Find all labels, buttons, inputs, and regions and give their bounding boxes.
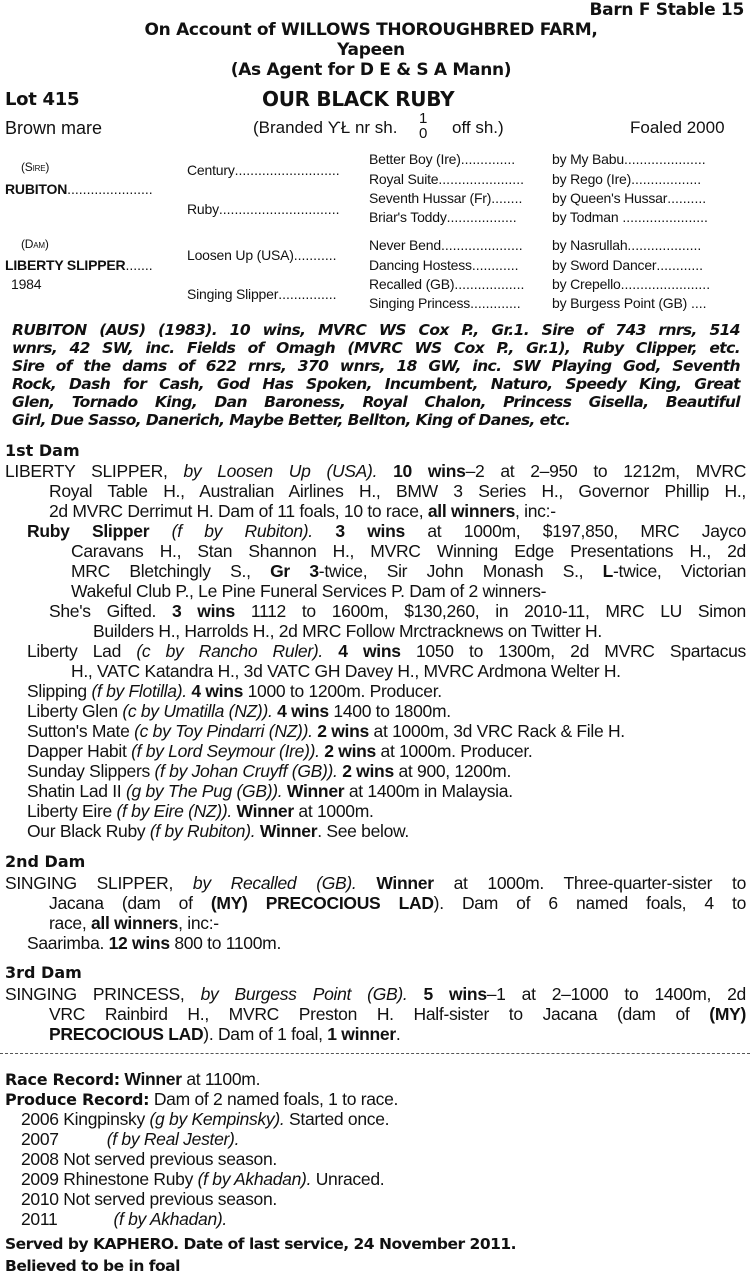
second-dam-heading: 2nd Dam xyxy=(5,852,86,871)
second-dam-line: race, all winners, inc:- xyxy=(49,913,219,933)
ggp-name: Royal Suite xyxy=(369,171,439,187)
ggp-name: Better Boy (Ire) xyxy=(369,151,461,167)
second-dam-line: SINGING SLIPPER, by Recalled (GB). Winner at 1000m. Three-quarter-sister to xyxy=(5,873,747,893)
sire-summary-line: Sire of the dams of 622 rnrs, 370 wnrs, 18 GW, inc. SW Playing God, Seventh xyxy=(12,357,740,375)
ggp-sire: by Todman xyxy=(552,209,619,225)
grandsire-dam: Loosen Up (USA) xyxy=(187,247,294,263)
barn-stable: Barn F Stable 15 xyxy=(589,0,744,20)
progeny-sunday-slippers: Sunday Slippers (f by Johan Cruyff (GB)). 2 wins at 900, 1200m. xyxy=(27,761,512,781)
vendor-agent: (As Agent for D E & S A Mann) xyxy=(230,60,512,80)
progeny-shatin-lad: Shatin Lad II (g by The Pug (GB)). Winner at 1400m in Malaysia. xyxy=(27,781,513,801)
produce-record: Produce Record: Dam of 2 named foals, 1 to race. xyxy=(5,1089,399,1109)
ggp-sire: by Rego (Ire) xyxy=(552,171,632,187)
progeny-saarimba: Saarimba. 12 wins 800 to 1100m. xyxy=(27,933,282,953)
ggp-name: Seventh Hussar (Fr) xyxy=(369,190,492,206)
dam-name: LIBERTY SLIPPER xyxy=(5,257,126,273)
progeny-liberty-eire: Liberty Eire (f by Eire (NZ)). Winner at 1000m. xyxy=(27,801,374,821)
dam-year: 1984 xyxy=(11,276,42,292)
ggp-sire: by Crepello xyxy=(552,276,621,292)
foaled-year: Foaled 2000 xyxy=(630,118,725,137)
sire-summary xyxy=(12,321,740,429)
dam-label: (Dam) xyxy=(21,237,49,251)
granddam-dam: Singing Slipper xyxy=(187,286,279,302)
brand-fraction xyxy=(419,111,427,141)
vendor-line: On Account of WILLOWS THOROUGHBRED FARM, xyxy=(144,20,598,40)
produce-item: 2011 (f by Akhadan). xyxy=(21,1209,227,1229)
first-dam-line: 2d MVRC Derrimut H. Dam of 11 foals, 10 to race, all winners, inc:- xyxy=(49,501,556,521)
ggp-name: Briar's Toddy xyxy=(369,209,447,225)
progeny-line: MRC Bletchingly S., Gr 3-twice, Sir John Monash S., L-twice, Victorian xyxy=(71,561,746,581)
progeny-line: Builders H., Harrolds H., 2d MRC Follow Mrctracknews on Twitter H. xyxy=(93,621,602,641)
sire-summary-line: Rock, Dash for Cash, God Has Spoken, Incumbent, Naturo, Speedy King, Great xyxy=(12,375,740,393)
progeny-dapper-habit: Dapper Habit (f by Lord Seymour (Ire)). 2 wins at 1000m. Producer. xyxy=(27,741,533,761)
first-dam-heading: 1st Dam xyxy=(5,441,80,460)
first-dam-line: Royal Table H., Australian Airlines H., BMW 3 Series H., Governor Phillip H., xyxy=(49,481,746,501)
progeny-slipping: Slipping (f by Flotilla). 4 wins 1000 to 1200m. Producer. xyxy=(27,681,442,701)
third-dam-line: VRC Rainbird H., MVRC Preston H. Half-sister to Jacana (dam of (MY) xyxy=(49,1004,747,1024)
grandsire-sire: Century xyxy=(187,162,235,178)
progeny-line: H., VATC Katandra H., 3d VATC GH Davey H., MVRC Ardmona Welter H. xyxy=(71,661,621,681)
ggp-sire: by Sword Dancer xyxy=(552,257,657,273)
horse-description: Brown mare xyxy=(5,118,103,138)
ggp-sire: by Queen's Hussar xyxy=(552,190,668,206)
granddam-sire: Ruby xyxy=(187,201,219,217)
progeny-liberty-lad: Liberty Lad (c by Rancho Ruler). 4 wins 1050 to 1300m, 2d MVRC Spartacus xyxy=(27,641,747,661)
ggp-name: Never Bend xyxy=(369,237,441,253)
service-info: Served by KAPHERO. Date of last service, 24 November 2011. xyxy=(5,1235,517,1253)
progeny-our-black-ruby: Our Black Ruby (f by Rubiton). Winner. See below. xyxy=(27,821,409,841)
progeny-liberty-glen: Liberty Glen (c by Umatilla (NZ)). 4 wins 1400 to 1800m. xyxy=(27,701,451,721)
ggp-name: Dancing Hostess xyxy=(369,257,472,273)
ggp-sire: by Burgess Point (GB) xyxy=(552,295,688,311)
progeny-suttons-mate: Sutton's Mate (c by Toy Pindarri (NZ)). 2 wins at 1000m, 3d VRC Rack & File H. xyxy=(27,721,625,741)
produce-item: 2010 Not served previous season. xyxy=(21,1189,277,1209)
progeny-shes-gifted: She's Gifted. 3 wins 1112 to 1600m, $130,260, in 2010-11, MRC LU Simon xyxy=(49,601,746,621)
produce-item: 2007 (f by Real Jester). xyxy=(21,1129,240,1149)
sire-label: (Sire) xyxy=(21,160,50,174)
progeny-ruby-slipper: Ruby Slipper (f by Rubiton). 3 wins at 1000m, $197,850, MRC Jayco xyxy=(27,521,747,541)
brand-fraction-top: 1 xyxy=(419,110,428,127)
ggp-sire: by Nasrullah xyxy=(552,237,628,253)
sire-name: RUBITON xyxy=(5,181,68,197)
leader-dots: ....... xyxy=(125,257,153,273)
sire-summary-line: Girl, Due Sasso, Danerich, Maybe Better, Bellton, King of Danes, etc. xyxy=(12,411,571,429)
produce-item: 2009 Rhinestone Ruby (f by Akhadan). Unraced. xyxy=(21,1169,385,1189)
sire-summary-line: Glen, Tornado King, Dan Baroness, Royal Chalon, Princess Gisella, Beautiful xyxy=(12,393,740,411)
third-dam-line: PRECOCIOUS LAD). Dam of 1 foal, 1 winner. xyxy=(49,1024,401,1044)
ggp-name: Singing Princess xyxy=(369,295,471,311)
leader-dots: ...................... xyxy=(67,181,153,197)
foal-status: Believed to be in foal xyxy=(5,1257,180,1275)
race-record: Race Record: Winner at 1100m. xyxy=(5,1069,261,1089)
sire-summary-line: RUBITON (AUS) (1983). 10 wins, MVRC WS Cox P., Gr.1. Sire of 743 rnrs, 514 xyxy=(12,321,740,339)
section-divider xyxy=(0,1053,750,1054)
ggp-name: Recalled (GB) xyxy=(369,276,455,292)
ggp-sire: by My Babu xyxy=(552,151,624,167)
produce-item: 2008 Not served previous season. xyxy=(21,1149,277,1169)
progeny-line: Wakeful Club P., Le Pine Funeral Services P. Dam of 2 winners- xyxy=(71,581,547,601)
second-dam-line: Jacana (dam of (MY) PRECOCIOUS LAD). Dam of 6 named foals, 4 to xyxy=(49,893,747,913)
third-dam-heading: 3rd Dam xyxy=(5,963,82,982)
produce-item: 2006 Kingpinsky (g by Kempinsky). Started once. xyxy=(21,1109,390,1129)
progeny-line: Caravans H., Stan Shannon H., MVRC Winning Edge Presentations H., 2d xyxy=(71,541,746,561)
brand-fraction-bottom: 0 xyxy=(419,125,428,142)
brand-prefix: (Branded ϒŁ nr sh. xyxy=(253,118,398,137)
sire-summary-line: wnrs, 42 SW, inc. Fields of Omagh (MVRC WS Cox P., Gr.1), Ruby Clipper, etc. xyxy=(12,339,740,357)
first-dam-line: LIBERTY SLIPPER, by Loosen Up (USA). 10 wins–2 at 2–950 to 1212m, MVRC xyxy=(5,461,747,481)
horse-name: OUR BLACK RUBY xyxy=(262,87,455,111)
vendor-location: Yapeen xyxy=(337,40,405,60)
brand-suffix: off sh.) xyxy=(452,118,504,137)
third-dam-line: SINGING PRINCESS, by Burgess Point (GB). 5 wins–1 at 2–1000 to 1400m, 2d xyxy=(5,984,746,1004)
lot-number: Lot 415 xyxy=(5,89,80,110)
